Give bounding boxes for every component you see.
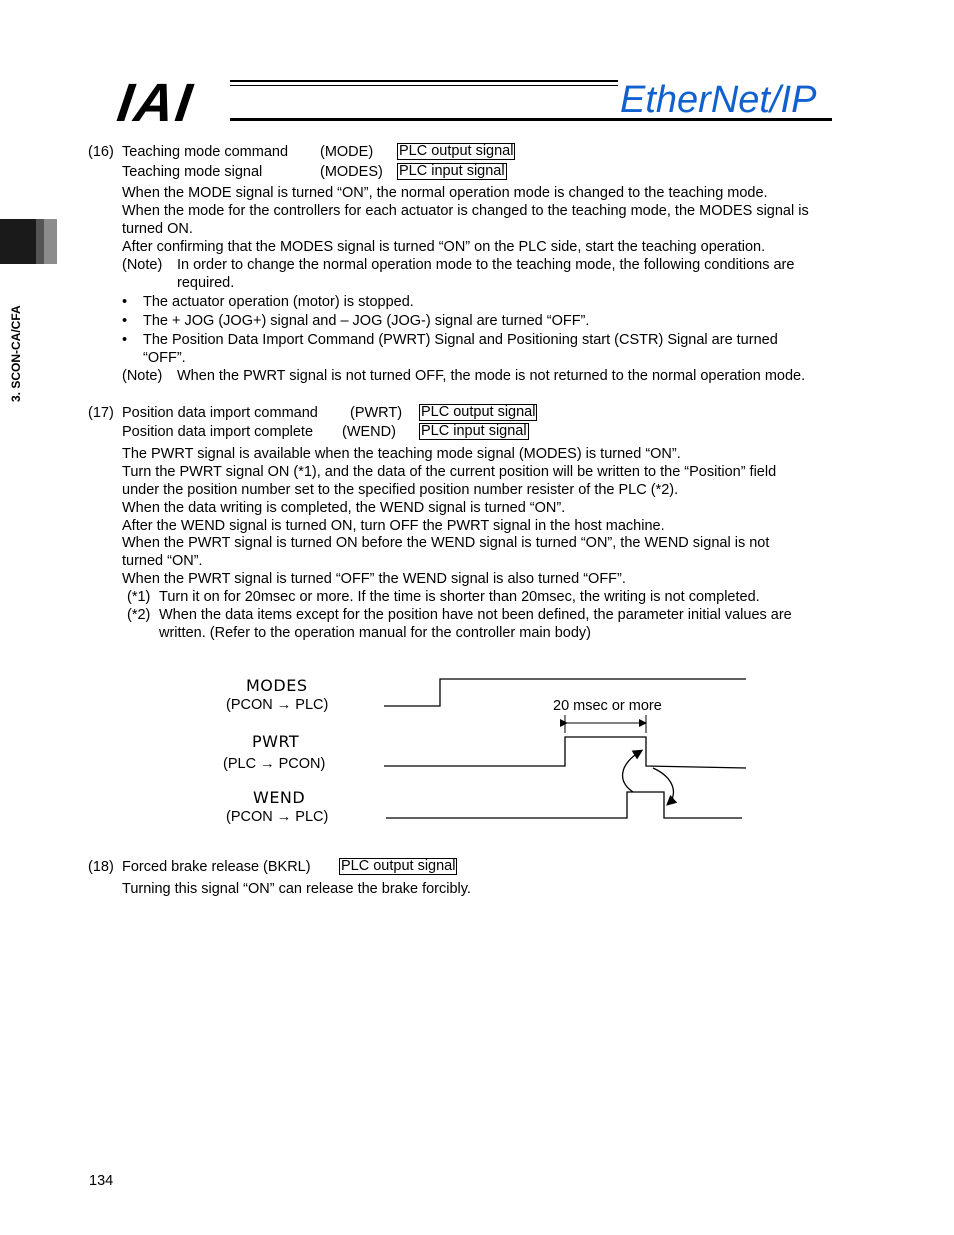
section-17-fn1-label: (*1) bbox=[127, 589, 151, 605]
plc-input-signal-box: PLC input signal bbox=[399, 163, 505, 179]
section-17-fn1: Turn it on for 20msec or more. If the time is shorter than 20msec, the writing is not completed. bbox=[159, 589, 760, 605]
section-16-number: (16) bbox=[88, 144, 114, 160]
pwrt-to-wend-arrow bbox=[623, 751, 641, 792]
section-16-p3: After confirming that the MODES signal is turned “ON” on the PLC side, start the teaching operation. bbox=[122, 239, 766, 255]
section-16-note1-b: required. bbox=[177, 275, 235, 291]
section-16-note2-label: (Note) bbox=[122, 368, 163, 384]
section-16-bullet3b: “OFF”. bbox=[143, 350, 186, 366]
section-17-fn2a: When the data items except for the position have not been defined, the parameter initial values are bbox=[159, 607, 792, 623]
wend-waveform bbox=[386, 792, 742, 818]
diagram-wend-label: WEND bbox=[253, 788, 306, 807]
section-17-p3: When the data writing is completed, the WEND signal is turned “ON”. bbox=[122, 500, 566, 516]
section-16-row1-tag bbox=[397, 143, 515, 160]
ethernet-ip-logo: EtherNet/IP bbox=[620, 79, 817, 121]
section-17-row2-name: Position data import complete bbox=[122, 424, 314, 440]
pwrt-waveform bbox=[384, 737, 746, 768]
wend-to-pwrt-arrow bbox=[653, 768, 673, 804]
section-17-fn2-label: (*2) bbox=[127, 607, 151, 623]
section-17-p2b: under the position number set to the specified position number resister of the PLC (*2). bbox=[122, 482, 679, 498]
section-16-p2a: When the mode for the controllers for each actuator is changed to the teaching mode, the MODES signal is bbox=[122, 203, 809, 219]
plc-output-signal-box: PLC output signal bbox=[341, 858, 456, 874]
section-17-row1-name: Position data import command bbox=[122, 405, 318, 421]
section-16-row2-code: (MODES) bbox=[320, 164, 383, 180]
bullet-dot: • bbox=[122, 332, 128, 348]
section-17-p1: The PWRT signal is available when the teaching mode signal (MODES) is turned “ON”. bbox=[122, 446, 681, 462]
section-18-p1: Turning this signal “ON” can release the brake forcibly. bbox=[122, 881, 471, 897]
chapter-label: 3. SCON-CA/CFA bbox=[9, 305, 23, 402]
diagram-modes-direction: (PCON → PLC) bbox=[226, 697, 329, 713]
section-17-p2a: Turn the PWRT signal ON (*1), and the data of the current position will be written to the “Position” field bbox=[122, 464, 777, 480]
section-17-p6: When the PWRT signal is turned “OFF” the WEND signal is also turned “OFF”. bbox=[122, 571, 626, 587]
section-17-row1-tag bbox=[419, 404, 537, 421]
section-17-fn2b: written. (Refer to the operation manual for the controller main body) bbox=[159, 625, 591, 641]
diagram-pwrt-direction: (PLC → PCON) bbox=[223, 756, 326, 772]
section-17-p4: After the WEND signal is turned ON, turn OFF the PWRT signal in the host machine. bbox=[122, 518, 665, 534]
section-16-note1-label: (Note) bbox=[122, 257, 163, 273]
section-17-row1-code: (PWRT) bbox=[350, 405, 403, 421]
iai-logo: IAI bbox=[113, 73, 198, 133]
section-16-note1-a: In order to change the normal operation mode to the teaching mode, the following conditions are bbox=[177, 257, 795, 273]
bullet-dot: • bbox=[122, 313, 128, 329]
section-17-p5a: When the PWRT signal is turned ON before the WEND signal is turned “ON”, the WEND signal is not bbox=[122, 535, 770, 551]
section-16-bullet2: The + JOG (JOG+) signal and – JOG (JOG-) signal are turned “OFF”. bbox=[143, 313, 590, 329]
bullet-dot: • bbox=[122, 294, 128, 310]
header-rule-mid bbox=[230, 85, 618, 86]
section-16-p2b: turned ON. bbox=[122, 221, 193, 237]
section-17-row2-tag bbox=[419, 423, 529, 440]
header-rule-top bbox=[230, 80, 618, 82]
diagram-pwrt-label: PWRT bbox=[252, 732, 300, 751]
section-16-row2-name: Teaching mode signal bbox=[122, 164, 263, 180]
diagram-wend-direction: (PCON → PLC) bbox=[226, 809, 329, 825]
plc-output-signal-box: PLC output signal bbox=[399, 143, 514, 159]
section-16-row1-code: (MODE) bbox=[320, 144, 374, 160]
section-16-note2: When the PWRT signal is not turned OFF, the mode is not returned to the normal operation mode. bbox=[177, 368, 806, 384]
section-18-row1-name: Forced brake release (BKRL) bbox=[122, 859, 311, 875]
diagram-modes-label: MODES bbox=[246, 676, 308, 695]
section-16-p1: When the MODE signal is turned “ON”, the normal operation mode is changed to the teaching mode. bbox=[122, 185, 768, 201]
section-16-row1-name: Teaching mode command bbox=[122, 144, 289, 160]
page-number: 134 bbox=[89, 1173, 114, 1189]
section-18-number: (18) bbox=[88, 859, 114, 875]
section-16-bullet1: The actuator operation (motor) is stopped. bbox=[143, 294, 414, 310]
section-17-p5b: turned “ON”. bbox=[122, 553, 203, 569]
section-17-number: (17) bbox=[88, 405, 114, 421]
section-17-row2-code: (WEND) bbox=[342, 424, 396, 440]
plc-output-signal-box: PLC output signal bbox=[421, 404, 536, 420]
section-16-bullet3a: The Position Data Import Command (PWRT) Signal and Positioning start (CSTR) Signal are turned bbox=[143, 332, 778, 348]
plc-input-signal-box: PLC input signal bbox=[421, 423, 527, 439]
section-18-row1-tag bbox=[339, 858, 457, 875]
section-16-row2-tag bbox=[397, 163, 507, 180]
diagram-timing-note: 20 msec or more bbox=[553, 698, 662, 714]
chapter-tab bbox=[0, 219, 57, 264]
